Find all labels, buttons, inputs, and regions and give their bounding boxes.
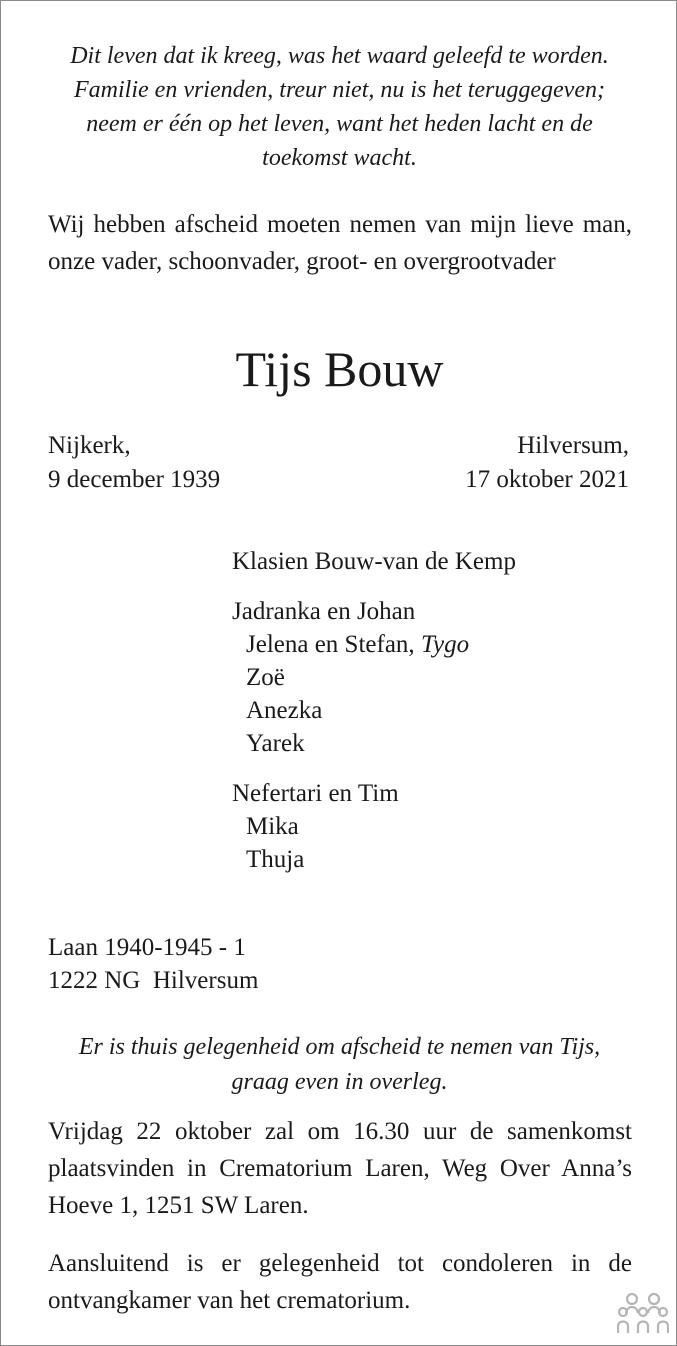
- ceremony-text: Vrijdag 22 oktober zal om 16.30 uur de samenkomst plaatsvinden in Crematorium Laren, Weg Over Anna’s Hoeve 1, 1251 SW Laren.: [48, 1118, 632, 1219]
- death-place: Hilversum,: [517, 432, 629, 459]
- people-group-icon: [617, 1291, 669, 1335]
- death-info: [465, 429, 629, 497]
- death-date: 17 oktober 2021: [465, 466, 629, 493]
- address-postcode: 1222 NG: [48, 967, 141, 994]
- grandchild-name: Yarek: [246, 730, 305, 757]
- child-name: Nefertari en Tim: [232, 780, 399, 807]
- poem-line: neem er één op het leven, want het heden lacht en de: [86, 111, 593, 137]
- child-name: Jadranka en Johan: [232, 598, 416, 625]
- poem-line: Dit leven dat ik kreeg, was het waard geleefd te worden.: [70, 43, 609, 69]
- birth-info: [48, 429, 220, 497]
- grandchild-name: [232, 628, 516, 661]
- birth-place: Nijkerk,: [48, 432, 131, 459]
- family-group-spouse: [232, 545, 516, 578]
- visit-note: [41, 1030, 638, 1100]
- family-group-2: [232, 777, 516, 876]
- grandchild-name: Zoë: [246, 664, 285, 691]
- spouse-name: Klasien Bouw-van de Kemp: [232, 548, 516, 575]
- address-city-line: [48, 964, 258, 997]
- birth-date: 9 december 1939: [48, 466, 221, 493]
- grandchild-couple: Jelena en Stefan,: [246, 631, 415, 658]
- family-group-1: [232, 595, 516, 760]
- note-line: Er is thuis gelegenheid om afscheid te nemen van Tijs,: [78, 1034, 601, 1060]
- poem-line: toekomst wacht.: [262, 145, 417, 171]
- intro-text: Wij hebben afscheid moeten nemen van mijn lieve man, onze vader, schoonvader, groot- en overgrootvader: [48, 211, 632, 275]
- address-city: Hilversum: [152, 967, 259, 994]
- great-grandchild-name: Tygo: [420, 631, 470, 658]
- condolence-text: Aansluitend is er gelegenheid tot condoleren in de ontvangkamer van het crematorium.: [48, 1250, 632, 1314]
- address-block: [48, 931, 258, 997]
- grandchild-name: Mika: [246, 813, 299, 840]
- grandchild-name: Anezka: [246, 697, 323, 724]
- poem-line: Familie en vrienden, treur niet, nu is het teruggegeven;: [74, 77, 605, 103]
- family-list: [232, 545, 516, 893]
- note-line: graag even in overleg.: [231, 1069, 448, 1095]
- grandchild-name: Thuja: [246, 846, 305, 873]
- address-street: Laan 1940-1945 - 1: [48, 934, 246, 961]
- poem: [41, 39, 638, 175]
- deceased-name: Tijs Bouw: [235, 341, 444, 397]
